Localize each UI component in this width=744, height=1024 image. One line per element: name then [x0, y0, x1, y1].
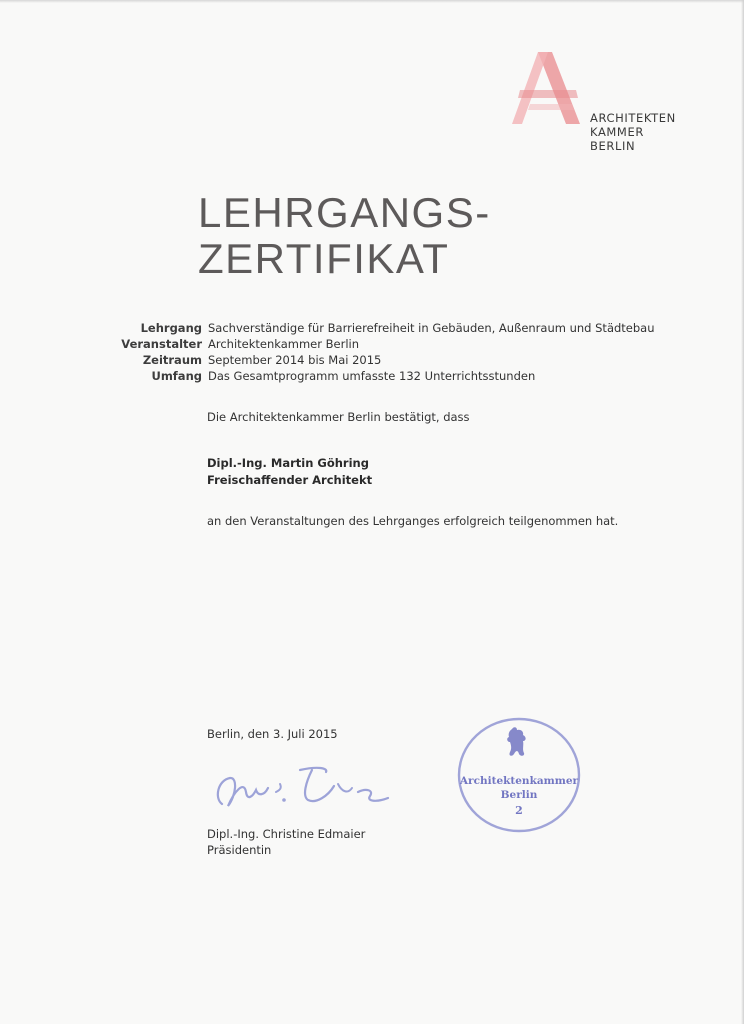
place-date: Berlin, den 3. Juli 2015	[207, 727, 338, 741]
detail-label: Umfang	[151, 369, 202, 383]
detail-value: September 2014 bis Mai 2015	[208, 353, 382, 367]
logo-text	[590, 111, 676, 153]
detail-row-zeitraum	[100, 352, 655, 368]
stamp-number: 2	[515, 804, 523, 817]
signature-icon	[208, 762, 398, 822]
detail-label: Zeitraum	[142, 353, 202, 367]
signatory-title: Präsidentin	[207, 843, 272, 857]
berlin-bear-icon	[504, 725, 532, 759]
logo-line-1: ARCHITEKTEN	[590, 111, 676, 125]
handwritten-signature	[208, 762, 398, 822]
detail-row-umfang	[100, 368, 655, 384]
logo-a-mark-icon	[510, 52, 590, 127]
official-stamp	[455, 715, 583, 835]
detail-label: Veranstalter	[121, 337, 202, 351]
logo-line-2: KAMMER	[590, 125, 644, 139]
signatory-name: Dipl.-Ing. Christine Edmaier	[207, 827, 366, 841]
detail-value: Das Gesamtprogramm umfasste 132 Unterrichtsstunden	[208, 369, 536, 383]
participation-text: an den Veranstaltungen des Lehrganges erfolgreich teilgenommen hat.	[207, 514, 619, 528]
stamp-line-2: Berlin	[500, 789, 538, 801]
course-details	[100, 320, 655, 384]
detail-row-veranstalter	[100, 336, 655, 352]
detail-value: Architektenkammer Berlin	[208, 337, 360, 351]
confirmation-text: Die Architektenkammer Berlin bestätigt, dass	[207, 410, 470, 424]
recipient-role: Freischaffender Architekt	[207, 473, 373, 487]
title-line-2: ZERTIFIKAT	[198, 235, 450, 282]
scan-edge-top	[0, 0, 744, 3]
detail-label: Lehrgang	[140, 321, 202, 335]
stamp-line-1: Architektenkammer	[459, 775, 579, 787]
title-line-1: LEHRGANGS-	[198, 189, 491, 236]
detail-row-lehrgang	[100, 320, 655, 336]
logo-line-3: BERLIN	[590, 139, 636, 153]
certificate-title	[198, 190, 491, 282]
recipient-name: Dipl.-Ing. Martin Göhring	[207, 456, 369, 470]
architektenkammer-logo	[510, 52, 680, 162]
detail-value: Sachverständige für Barrierefreiheit in Gebäuden, Außenraum und Städtebau	[208, 321, 655, 335]
